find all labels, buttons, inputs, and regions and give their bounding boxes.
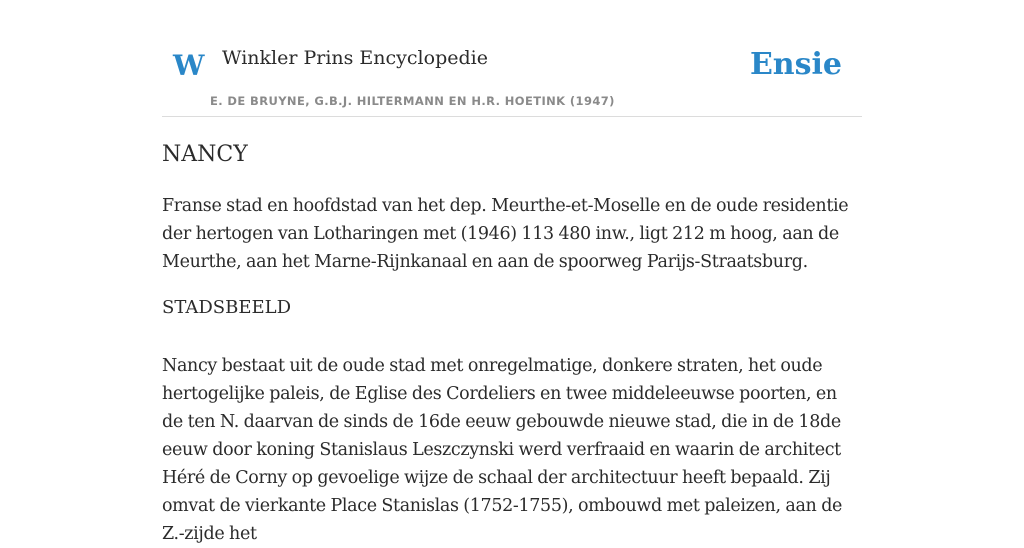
section-heading: STADSBEELD bbox=[162, 297, 292, 318]
intro-paragraph: Franse stad en hoofdstad van het dep. Meurthe-et-Moselle en de oude residentie der hertogen van Lotharingen met (1946) 113 480 inw., ligt 212 m hoog, aan de Meurthe, aan het Marne-Rijnkanaal en aan de spoorweg Parijs-Straatsburg. bbox=[162, 196, 849, 272]
article-body bbox=[162, 140, 862, 548]
source-header bbox=[162, 0, 862, 117]
source-logo-icon[interactable]: W bbox=[173, 49, 205, 82]
brand-logo[interactable]: Ensie bbox=[749, 47, 842, 82]
source-authors: E. DE BRUYNE, G.B.J. HILTERMANN EN H.R. HOETINK (1947) bbox=[210, 94, 615, 108]
source-title-link[interactable]: Winkler Prins Encyclopedie bbox=[222, 47, 488, 69]
entry-title: NANCY bbox=[162, 142, 248, 167]
section-paragraph: Nancy bestaat uit de oude stad met onregelmatige, donkere straten, het oude hertogelijke paleis, de Eglise des Cordeliers en twee middeleeuwse poorten, en de ten N. daarvan de sinds de 16de eeuw gebouwde nieuwe stad, die in de 18de eeuw door koning Stanislaus Leszczynski werd verfraaid en waarin de architect Héré de Corny op gevoelige wijze de schaal der architectuur heeft bepaald. Zij omvat de vierkante Place Stanislas (1752-1755), ombouwd met paleizen, aan de Z.-zijde het bbox=[162, 356, 843, 544]
